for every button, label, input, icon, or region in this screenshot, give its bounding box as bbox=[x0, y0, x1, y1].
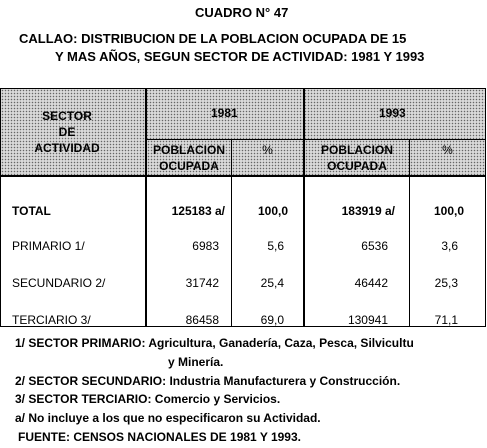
row-label: SECUNDARIO 2/ bbox=[12, 276, 106, 290]
header-pct-1993: % bbox=[442, 143, 453, 157]
header-sector bbox=[1, 108, 133, 156]
footnote-1-cont: y Minería. bbox=[168, 355, 224, 369]
row-pob-1993: 6536 bbox=[361, 239, 388, 253]
row-label: TOTAL bbox=[12, 204, 51, 218]
column-divider-2 bbox=[231, 140, 232, 327]
row-label: TERCIARIO 3/ bbox=[12, 313, 91, 327]
header-sector-line3: ACTIVIDAD bbox=[34, 141, 100, 155]
footnote-1: 1/ SECTOR PRIMARIO: Agricultura, Ganadería, Caza, Pesca, Silvicultu bbox=[15, 336, 414, 350]
row-pct-1981: 69,0 bbox=[260, 313, 284, 327]
header-divider-years bbox=[146, 139, 486, 140]
header-sector-line1: SECTOR bbox=[42, 109, 92, 123]
table-border-right bbox=[485, 88, 486, 327]
row-pob-1993: 130941 bbox=[347, 313, 388, 327]
row-label: PRIMARIO 1/ bbox=[12, 239, 85, 253]
header-divider-bottom bbox=[0, 175, 486, 177]
footnote-2: 2/ SECTOR SECUNDARIO: Industria Manufacturera y Construcción. bbox=[15, 374, 401, 388]
row-pob-1993: 46442 bbox=[354, 276, 388, 290]
row-pob-1981: 31742 bbox=[185, 276, 219, 290]
header-year2: 1993 bbox=[379, 106, 406, 120]
row-pct-1993: 25,3 bbox=[434, 276, 458, 290]
header-pct-1981: % bbox=[262, 143, 273, 157]
row-pob-1993: 183919 a/ bbox=[341, 204, 395, 218]
source-note: FUENTE: CENSOS NACIONALES DE 1981 Y 1993. bbox=[18, 430, 301, 444]
header-pob1-line1: POBLACION bbox=[153, 143, 225, 157]
column-divider-4 bbox=[409, 140, 410, 327]
header-poblacion-1981 bbox=[147, 142, 231, 174]
row-pct-1981: 25,4 bbox=[260, 276, 284, 290]
row-pct-1993: 71,1 bbox=[434, 313, 458, 327]
row-pob-1981: 125183 a/ bbox=[171, 204, 225, 218]
header-year1: 1981 bbox=[211, 106, 238, 120]
row-pct-1993: 100,0 bbox=[433, 204, 464, 218]
header-pob2-line1: POBLACION bbox=[321, 143, 393, 157]
table-title: CUADRO N° 47 bbox=[195, 5, 289, 20]
header-pob2-line2: OCUPADA bbox=[327, 159, 387, 173]
table-subtitle-line2: Y MAS AÑOS, SEGUN SECTOR DE ACTIVIDAD: 1981 Y 1993 bbox=[55, 49, 425, 64]
header-pob1-line2: OCUPADA bbox=[159, 159, 219, 173]
table-border-top bbox=[0, 88, 486, 89]
row-pob-1981: 6983 bbox=[192, 239, 219, 253]
row-pob-1981: 86458 bbox=[185, 313, 219, 327]
row-pct-1981: 5,6 bbox=[267, 239, 284, 253]
row-pct-1981: 100,0 bbox=[257, 204, 288, 218]
table-subtitle-line1: CALLAO: DISTRIBUCION DE LA POBLACION OCUPADA DE 15 bbox=[19, 31, 407, 46]
population-table bbox=[0, 88, 486, 327]
row-pct-1993: 3,6 bbox=[441, 239, 458, 253]
header-poblacion-1993 bbox=[305, 142, 409, 174]
footnote-a: a/ No incluye a los que no especificaron su Actividad. bbox=[15, 411, 321, 425]
header-sector-line2: DE bbox=[58, 125, 76, 139]
footnote-3: 3/ SECTOR TERCIARIO: Comercio y Servicios. bbox=[15, 392, 281, 406]
